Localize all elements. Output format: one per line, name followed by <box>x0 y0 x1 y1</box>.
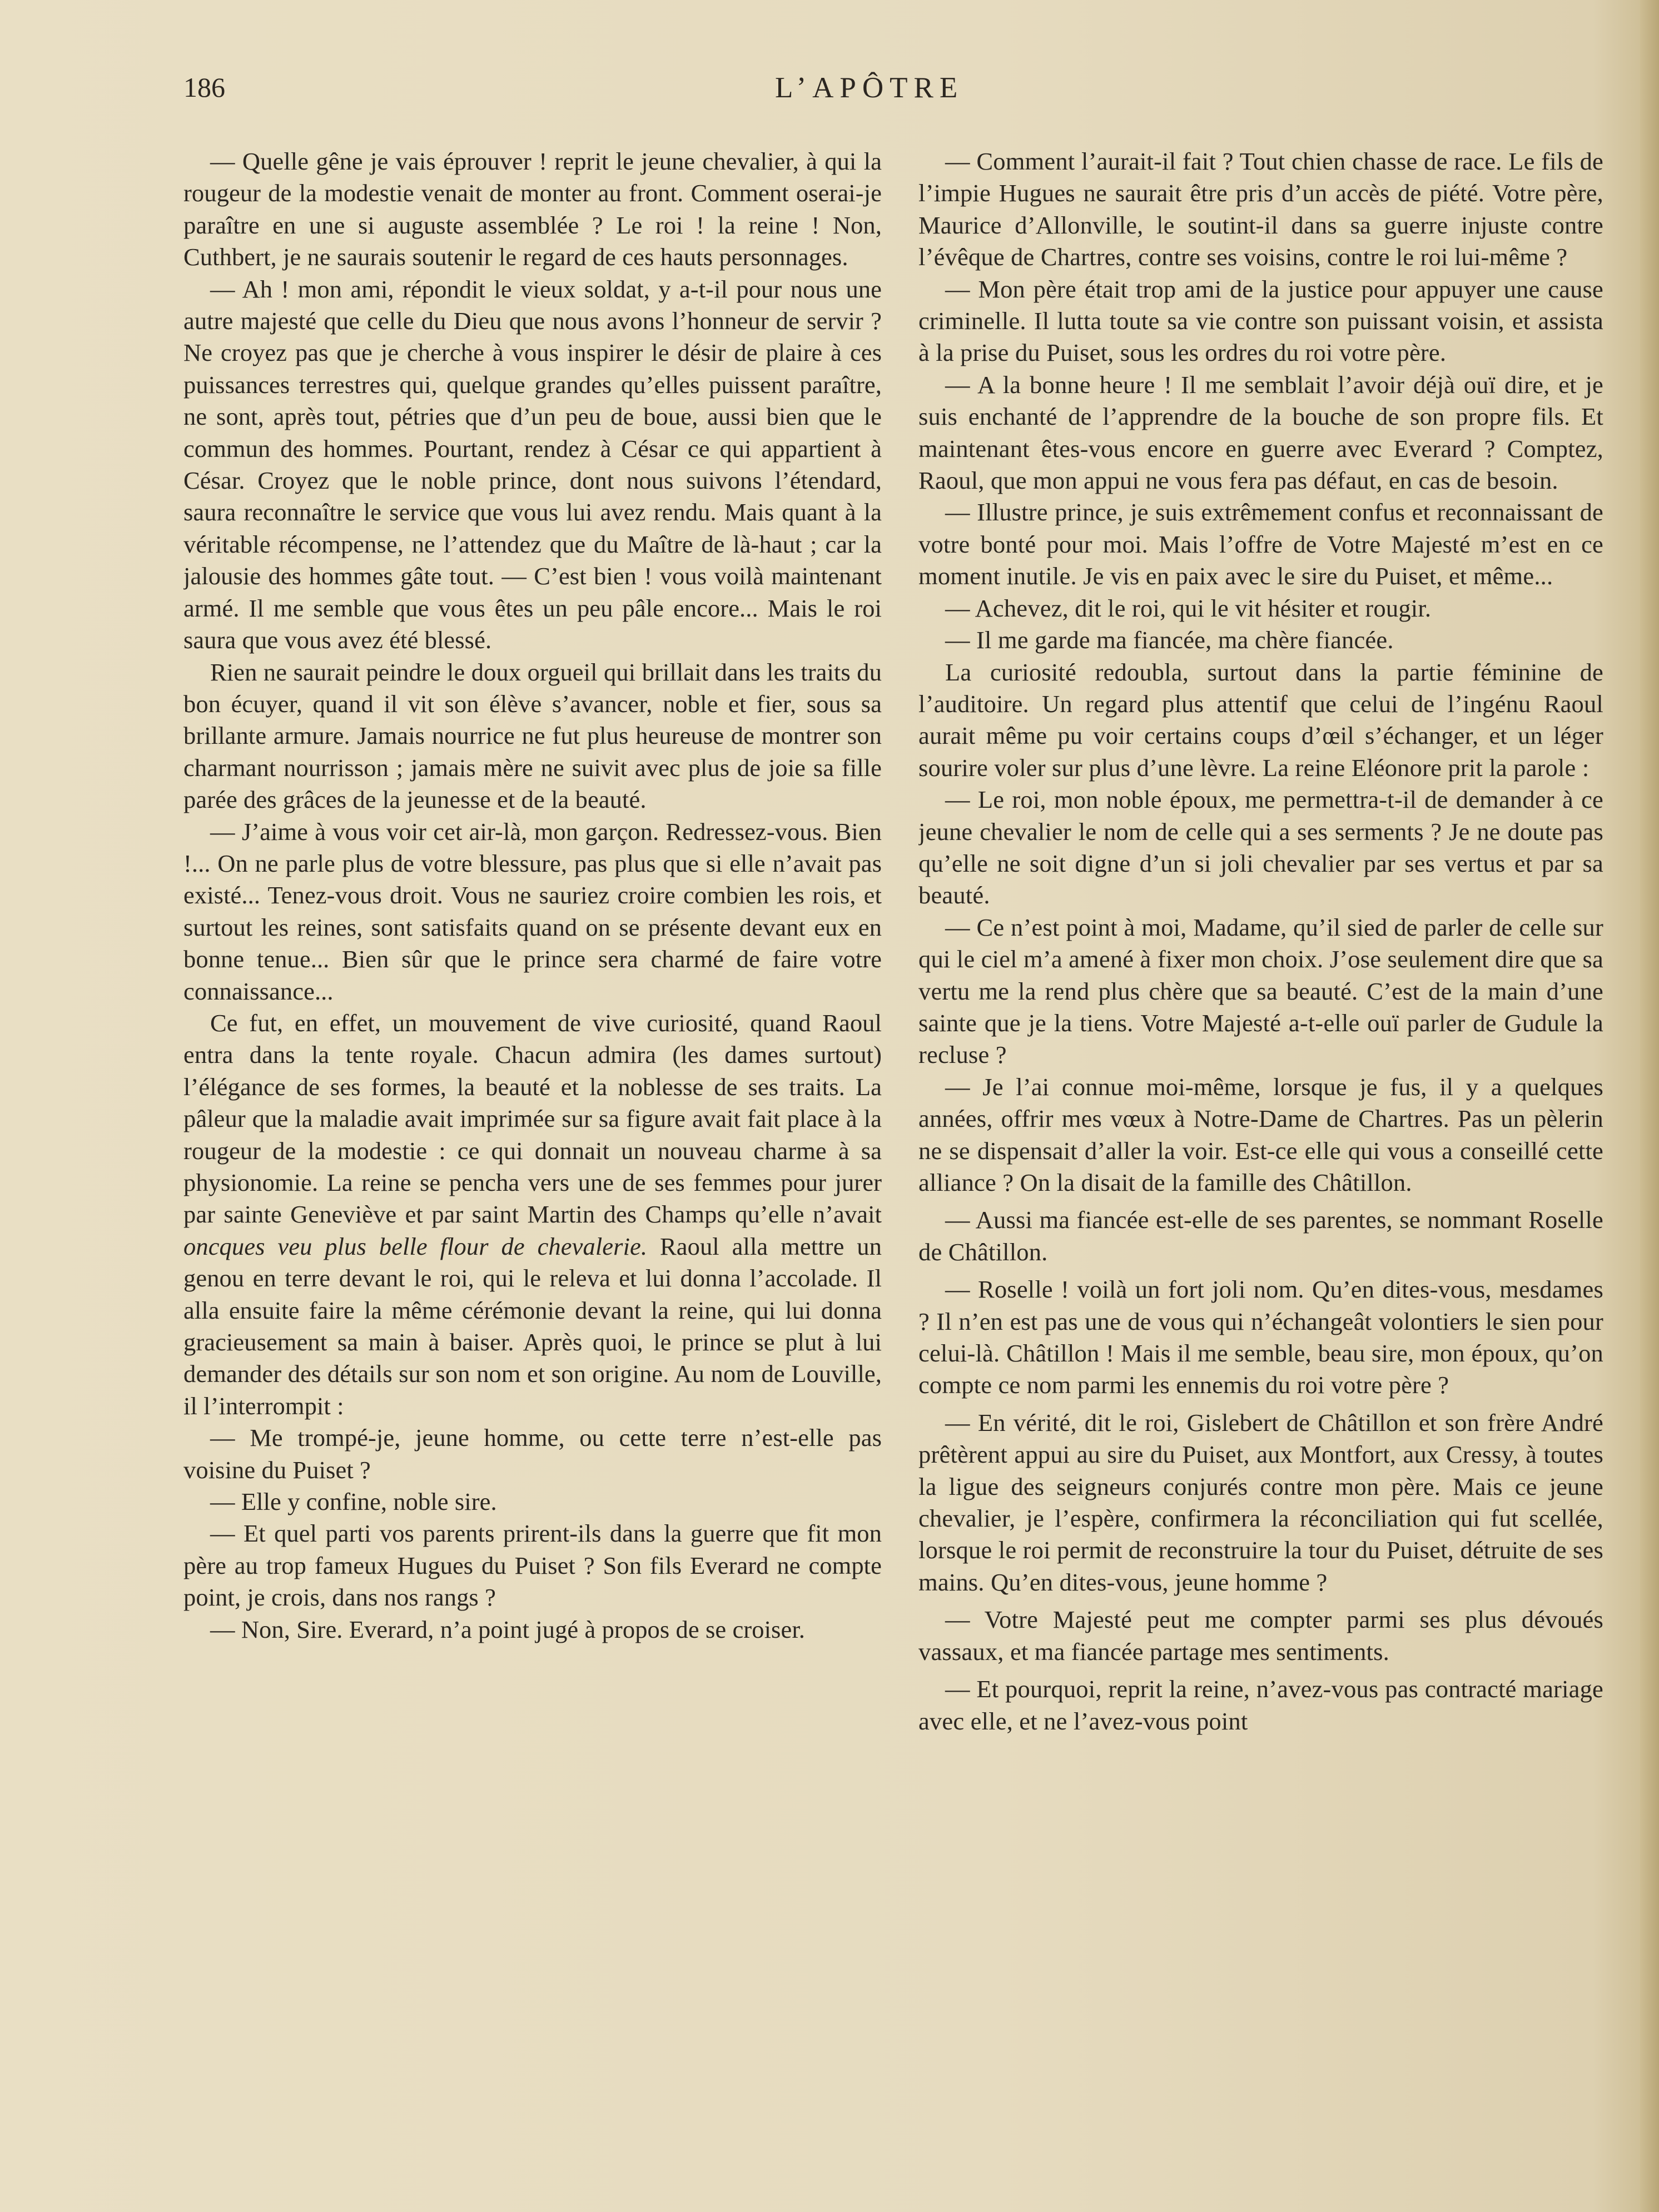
left-column <box>183 146 882 2136</box>
paragraph: Rien ne saurait peindre le doux orgueil qui brillait dans les traits du bon écuyer, quand il vit son élève s’avancer, noble et fier, sous sa brillante armure. Jamais nourrice ne fut plus heureuse de montrer son charmant nourrisson ; jamais mère ne suivit avec plus de joie sa fille parée des grâces de la jeunesse et de la beauté. <box>183 658 882 814</box>
paragraph: — Roselle ! voilà un fort joli nom. Qu’en dites-vous, mesdames ? Il n’en est pas une de vous qui n’échangeât volontiers le sien pour celui-là. Châtillon ! Mais il me semble, beau sire, mon époux, qu’on compte ce nom parmi les ennemis du roi votre père ? <box>918 1275 1603 1399</box>
paragraph: — Ce n’est point à moi, Madame, qu’il sied de parler de celle sur qui le ciel m’a amené à fixer mon choix. J’ose seulement dire que sa vertu me la rend plus chère que sa beauté. C’est de la main d’une sainte que je la tiens. Votre Majesté a-t-elle ouï parler de Gudule la recluse ? <box>918 913 1603 1069</box>
paragraph: — En vérité, dit le roi, Gislebert de Châtillon et son frère André prêtèrent appui au sire du Puiset, aux Montfort, aux Cressy, à toutes la ligue des seigneurs conjurés contre mon père. Mais ce jeune chevalier, je l’espère, confirmera la réconciliation qui fut scellée, lorsque le roi permit de reconstruire la tour du Puiset, détruite de ses mains. Qu’en dites-vous, jeune homme ? <box>918 1408 1603 1596</box>
running-title: L’APÔTRE <box>775 72 964 104</box>
paragraph: — Illustre prince, je suis extrêmement confus et reconnaissant de votre bonté pour moi. Mais l’offre de Votre Majesté m’est en ce moment inutile. Je vis en paix avec le sire du Puiset, et même... <box>918 498 1603 590</box>
paragraph: La curiosité redoubla, surtout dans la partie féminine de l’auditoire. Un regard plus attentif que celui de l’ingénu Raoul aurait même pu voir certains coups d’œil s’échanger, et un léger sourire voler sur plus d’une lèvre. La reine Eléonore prit la parole : <box>918 658 1603 782</box>
paragraph: — Et pourquoi, reprit la reine, n’avez-vous pas contracté mariage avec elle, et ne l’avez-vous point <box>918 1675 1603 1735</box>
paragraph-text: Raoul alla <box>647 1232 768 1260</box>
page-edge <box>1640 0 1659 2212</box>
paragraph-text: mettre un genou en terre devant le roi, qui le releva et lui donna l’accolade. Il alla ensuite faire la même cérémonie devant la reine, qui lui donna gracieusement sa main à baiser. Après quoi, le prince se plut à lui demander des détails sur son nom et son origine. Au nom de Louville, il l’interrompit : <box>183 1232 882 1420</box>
paragraph: — Aussi ma fiancée est-elle de ses parentes, se nommant Roselle de Châtillon. <box>918 1206 1603 1266</box>
paragraph: — J’aime à vous voir cet air-là, mon garçon. Redressez-vous. Bien !... On ne parle plus de votre blessure, pas plus que si elle n’avait pas existé... Tenez-vous droit. Vous ne sauriez croire combien les rois, et surtout les reines, sont satisfaits quand on se présente devant eux en bonne tenue... Bien sûr que le prince sera charmé de faire votre connaissance... <box>183 817 882 1005</box>
paragraph: — Je l’ai connue moi-même, lorsque je fus, il y a quelques années, offrir mes vœux à Notre-Dame de Chartres. Pas un pèlerin ne se dispensait d’aller la voir. Est-ce elle qui vous a conseillé cette alliance ? On la disait de la famille des Châtillon. <box>918 1072 1603 1196</box>
paragraph: — Ah ! mon ami, répondit le vieux soldat, y a-t-il pour nous une autre majesté que celle du Dieu que nous avons l’honneur de servir ? Ne croyez pas que je cherche à vous inspirer le désir de plaire à ces puissances terrestres qui, quelque grandes qu’elles puissent paraître, ne sont, après tout, pétries que d’un peu de boue, aussi bien que le commun des hommes. Pourtant, rendez à César ce qui appartient à César. Croyez que le noble prince, dont nous suivons l’étendard, saura reconnaître le service que vous lui avez rendu. Mais quant à la véritable récompense, ne l’attendez que du Maître de là-haut ; car la jalousie des hommes gâte tout. — C’est bien ! vous voilà maintenant armé. Il me semble que vous êtes un peu pâle encore... Mais le roi saura que vous avez été blessé. <box>183 275 882 654</box>
paragraph: — Non, Sire. Everard, n’a point jugé à propos de se croiser. <box>210 1615 806 1643</box>
italic-phrase: oncques veu plus belle flour de chevalerie. <box>183 1232 648 1260</box>
paragraph: — Il me garde ma fiancée, ma chère fiancée. <box>945 626 1394 654</box>
page-header <box>183 71 1607 116</box>
right-column <box>918 146 1603 2136</box>
paragraph: — Mon père était trop ami de la justice pour appuyer une cause criminelle. Il lutta toute sa vie contre son puissant voisin, et assista à la prise du Puiset, sous les ordres du roi votre père. <box>918 275 1603 367</box>
paragraph: — A la bonne heure ! Il me semblait l’avoir déjà ouï dire, et je suis enchanté de l’apprendre de la bouche de son propre fils. Et maintenant êtes-vous encore en guerre avec Everard ? Comptez, Raoul, que mon appui ne vous fera pas défaut, en cas de besoin. <box>918 370 1603 495</box>
paragraph: — Comment l’aurait-il fait ? Tout chien chasse de race. Le fils de l’impie Hugues ne saurait être pris d’un accès de piété. Votre père, Maurice d’Allonville, le soutint-il dans sa guerre injuste contre l’évêque de Chartres, contre ses voisins, contre le roi lui-même ? <box>918 147 1603 271</box>
page-number: 186 <box>183 72 225 103</box>
paragraph-text: Ce fut, en effet, un mouvement de vive curiosité, quand Raoul entra dans la tente royale. Chacun admira (les dames surtout) l’élégance de ses formes, la beauté et la noblesse de ses traits. La pâleur que la maladie avait imprimée sur sa figure avait fait place à la rougeur de la modestie : ce qui donnait un nouveau charme à sa physionomie. La reine se pencha vers une de ses femmes pour jurer par sainte Geneviève et par saint Martin des Champs qu’elle n’avait <box>183 1008 882 1229</box>
paragraph: — Et quel parti vos parents prirent-ils dans la guerre que fit mon père au trop fameux Hugues du Puiset ? Son fils Everard ne compte point, je crois, dans nos rangs ? <box>183 1519 882 1612</box>
paragraph: — Quelle gêne je vais éprouver ! reprit le jeune chevalier, à qui la rougeur de la modestie venait de monter au front. Comment oserai-je paraître en une si auguste assemblée ? Le roi ! la reine ! Non, Cuthbert, je ne saurais soutenir le regard de ces hauts personnages. <box>183 147 882 271</box>
paragraph: — Achevez, dit le roi, qui le vit hésiter et rougir. <box>945 594 1432 622</box>
paragraph <box>183 1007 882 1422</box>
paragraph: — Le roi, mon noble époux, me permettra-t-il de demander à ce jeune chevalier le nom de celle qui a ses serments ? Je ne doute pas qu’elle ne soit digne d’un si joli chevalier par ses vertus et par sa beauté. <box>918 786 1603 909</box>
paragraph: — Votre Majesté peut me compter parmi ses plus dévoués vassaux, et ma fiancée partage mes sentiments. <box>918 1605 1603 1666</box>
paragraph: — Me trompé-je, jeune homme, ou cette terre n’est-elle pas voisine du Puiset ? <box>183 1424 882 1484</box>
paragraph: — Elle y confine, noble sire. <box>210 1488 497 1516</box>
